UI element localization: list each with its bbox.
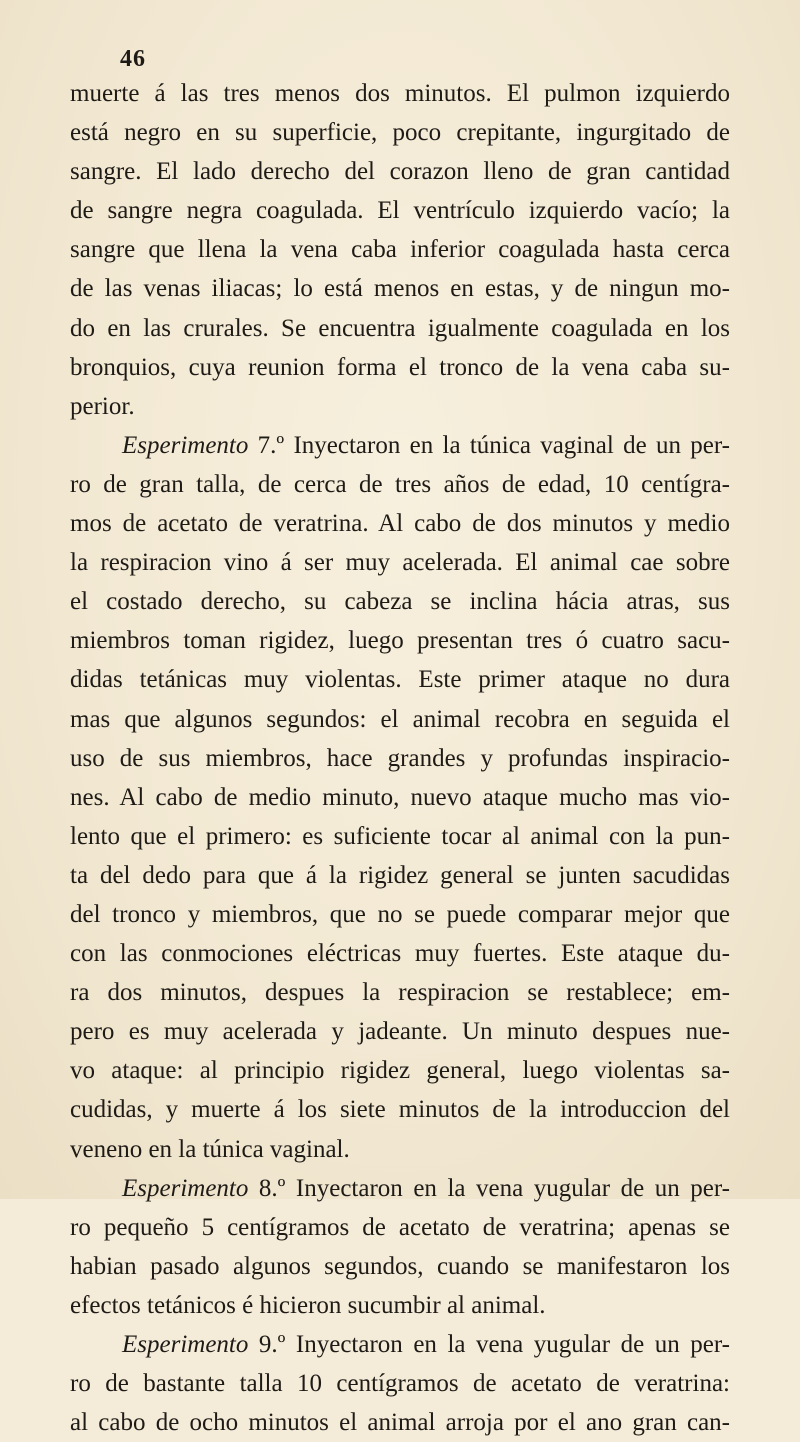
text-line: [70, 1208, 730, 1247]
text-line: [70, 856, 730, 895]
text-line: [70, 426, 730, 465]
text-line: [70, 1247, 730, 1286]
text-line: [70, 504, 730, 543]
line-text: nes. Al cabo de medio minuto, nuevo ataque mucho mas vio-: [70, 783, 730, 811]
line-text: lento que el primero: es suficiente tocar al animal con la pun-: [70, 822, 730, 850]
line-text: muerte á las tres menos dos minutos. El pulmon izquierdo: [70, 80, 730, 107]
page-number: 46: [120, 46, 146, 72]
line-text: cudidas, y muerte á los siete minutos de la introduccion del: [70, 1096, 730, 1124]
text-line: [70, 387, 730, 426]
line-text: uso de sus miembros, hace grandes y profundas inspiracio-: [70, 744, 730, 772]
text-line: [70, 700, 730, 739]
line-text: sangre. El lado derecho del corazon lleno de gran cantidad: [70, 158, 730, 186]
text-line: [70, 113, 730, 152]
line-text: didas tetánicas muy violentas. Este primer ataque no dura: [70, 666, 730, 694]
text-line: [70, 582, 730, 621]
line-text: vo ataque: al principio rigidez general, luego violentas sa-: [70, 1057, 730, 1085]
text-line: [70, 817, 730, 856]
line-text: mos de acetato de veratrina. Al cabo de dos minutos y medio: [70, 510, 730, 538]
text-line: [70, 348, 730, 387]
line-text: de las venas iliacas; lo está menos en estas, y de ningun mo-: [70, 275, 730, 303]
text-line: [70, 1169, 730, 1208]
line-text: de sangre negra coagulada. El ventrículo izquierdo vacío; la: [70, 197, 730, 225]
text-line: [70, 1012, 730, 1051]
body-text: [70, 74, 730, 1442]
text-line: [70, 1286, 730, 1325]
text-line: [70, 1364, 730, 1403]
text-line: [70, 660, 730, 699]
line-text: ta del dedo para que á la rigidez general se junten sacudidas: [70, 861, 730, 889]
line-text: mas que algunos segundos: el animal recobra en seguida el: [70, 705, 730, 733]
experiment-heading: Esperimento: [122, 1331, 249, 1358]
line-text: do en las crurales. Se encuentra igualmente coagulada en los: [70, 314, 730, 342]
text-line: [70, 1051, 730, 1090]
text-line: [70, 621, 730, 660]
text-line: [70, 778, 730, 817]
line-text: al cabo de ocho minutos el animal arroja por el ano gran can-: [70, 1409, 730, 1437]
text-line: [70, 543, 730, 582]
line-text: con las conmociones eléctricas muy fuertes. Este ataque du-: [70, 940, 730, 968]
line-text: ro de gran talla, de cerca de tres años de edad, 10 centígra-: [70, 470, 730, 498]
line-text: el costado derecho, su cabeza se inclina hácia atras, sus: [70, 588, 730, 616]
text-line: [70, 230, 730, 269]
line-text: sangre que llena la vena caba inferior coagulada hasta cerca: [70, 236, 730, 264]
text-line: [70, 1090, 730, 1129]
line-text: bronquios, cuya reunion forma el tronco de la vena caba su-: [70, 353, 730, 381]
text-line: [70, 1403, 730, 1442]
line-text: ro pequeño 5 centígramos de acetato de veratrina; apenas se: [70, 1213, 730, 1241]
line-text: pero es muy acelerada y jadeante. Un minuto despues nue-: [70, 1018, 730, 1046]
text-line: [70, 1325, 730, 1364]
text-line: [70, 152, 730, 191]
text-line: [70, 1130, 730, 1169]
line-text: 8.º Inyectaron en la vena yugular de un per-: [248, 1174, 730, 1202]
line-text: está negro en su superficie, poco crepitante, ingurgitado de: [70, 119, 730, 147]
line-text: veneno en la túnica vaginal.: [70, 1135, 350, 1163]
line-text: ro de bastante talla 10 centígramos de acetato de veratrina:: [70, 1370, 730, 1398]
text-line: [70, 269, 730, 308]
text-line: [70, 739, 730, 778]
line-text: la respiracion vino á ser muy acelerada. El animal cae sobre: [70, 549, 730, 577]
text-line: [70, 191, 730, 230]
line-text: del tronco y miembros, que no se puede comparar mejor que: [70, 900, 730, 928]
line-text: ra dos minutos, despues la respiracion se restablece; em-: [70, 979, 730, 1007]
text-line: [70, 934, 730, 973]
line-text: perior.: [70, 392, 135, 420]
line-text: efectos tetánicos é hicieron sucumbir al animal.: [70, 1291, 546, 1319]
line-text: 7.º Inyectaron en la túnica vaginal de un per-: [248, 431, 730, 459]
line-text: miembros toman rigidez, luego presentan tres ó cuatro sacu-: [70, 627, 730, 655]
text-line: [70, 309, 730, 348]
experiment-heading: Esperimento: [122, 1174, 249, 1202]
text-line: [70, 74, 730, 113]
text-line: [70, 973, 730, 1012]
experiment-heading: Esperimento: [122, 431, 249, 459]
line-text: 9.º Inyectaron en la vena yugular de un per-: [248, 1331, 730, 1358]
text-line: [70, 465, 730, 504]
text-line: [70, 895, 730, 934]
line-text: habian pasado algunos segundos, cuando se manifestaron los: [70, 1252, 730, 1280]
